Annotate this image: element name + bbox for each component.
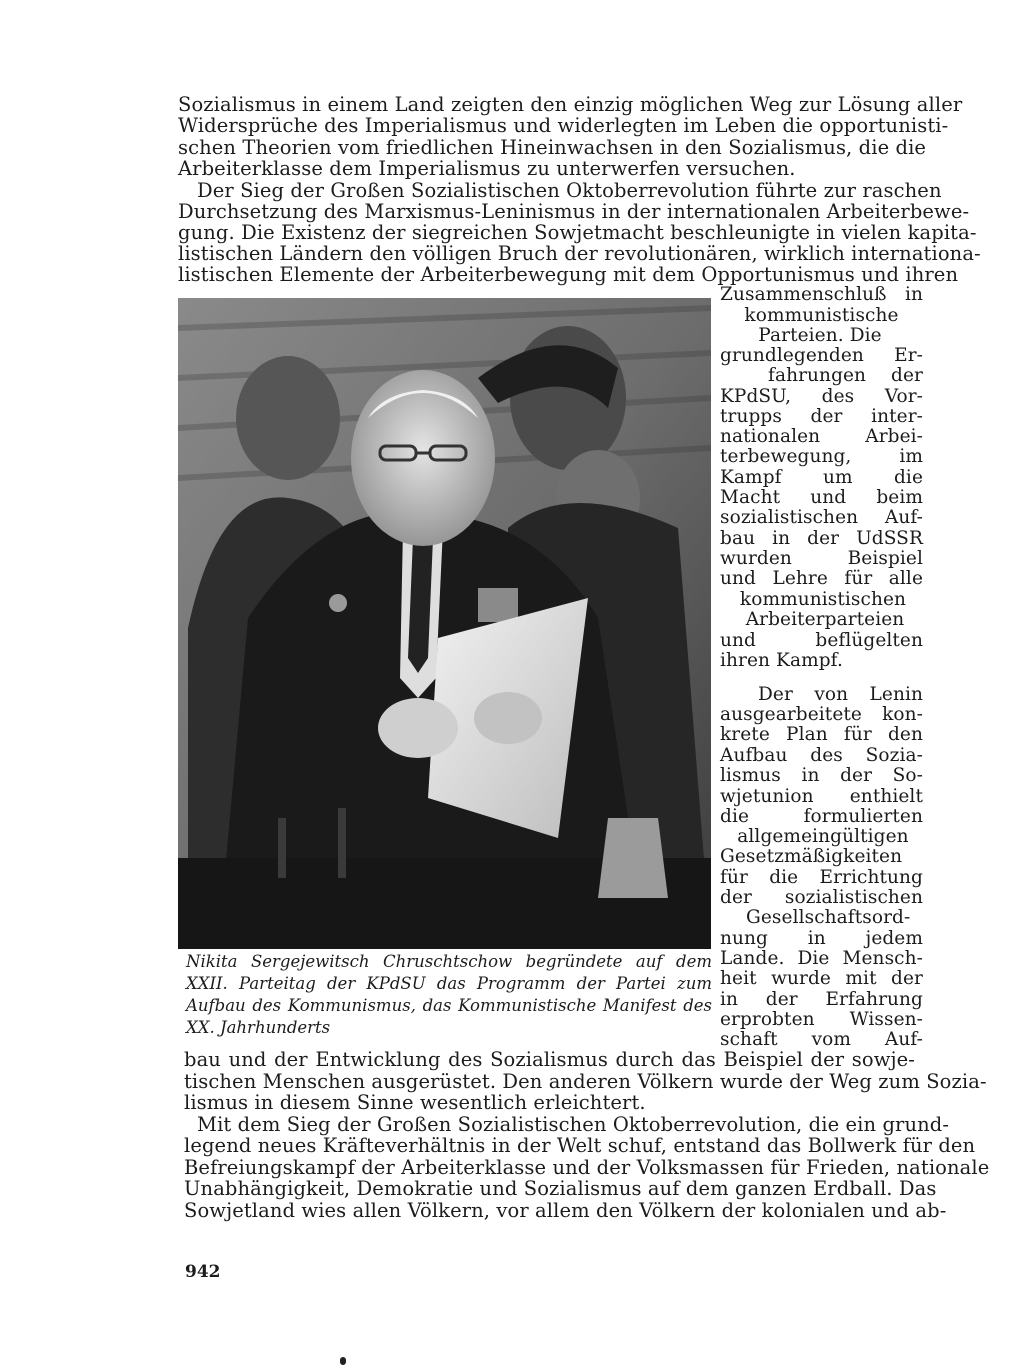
text-line: wjetunion enthielt: [720, 786, 923, 807]
text-line: ihren Kampf.: [720, 650, 843, 671]
text-line: heit wurde mit der: [720, 968, 923, 989]
text-line: kommunistische: [744, 305, 899, 326]
ink-mark: [340, 1357, 346, 1365]
text-line: sozialistischen Auf-: [720, 507, 923, 528]
text-line: Durchsetzung des Marxismus-Leninismus in der internationalen Arbeiterbewe-: [178, 200, 970, 223]
text-line: allgemeingültigen: [737, 826, 909, 847]
text-line: wurden Beispiel: [720, 548, 923, 569]
text-line: und Lehre für alle: [720, 568, 923, 589]
text-line: Sozialismus in einem Land zeigten den einzig möglichen Weg zur Lösung aller: [178, 93, 963, 116]
text-line: terbewegung, im: [720, 446, 923, 467]
text-line: Sowjetland wies allen Völkern, vor allem den Völkern der kolonialen und ab-: [184, 1199, 947, 1222]
caption-line: Nikita Sergejewitsch Chruschtschow begründete auf dem: [186, 952, 712, 971]
text-line: Parteien. Die: [758, 325, 882, 346]
photograph: [178, 298, 711, 949]
text-line: lismus in der So-: [720, 765, 923, 786]
text-line: Gesellschaftsord-: [746, 907, 911, 928]
text-line: KPdSU, des Vor-: [720, 386, 923, 407]
text-line: in der Erfahrung: [720, 989, 923, 1010]
text-line: krete Plan für den: [720, 724, 923, 745]
text-line: lismus in diesem Sinne wesentlich erleichtert.: [184, 1091, 646, 1114]
caption-line: XXII. Parteitag der KPdSU das Programm der Partei zum: [186, 974, 712, 993]
caption-line: XX. Jahrhunderts: [186, 1018, 331, 1037]
text-line: bau in der UdSSR: [720, 528, 923, 549]
text-line: trupps der inter-: [720, 406, 923, 427]
text-line: fahrungen der: [768, 365, 923, 386]
text-line: Macht und beim: [720, 487, 923, 508]
text-line: gung. Die Existenz der siegreichen Sowjetmacht beschleunigte in vielen kapita-: [178, 221, 977, 244]
caption-line: Aufbau des Kommunismus, das Kommunistische Manifest des: [186, 996, 712, 1015]
text-line: die formulierten: [720, 806, 923, 827]
text-line: Der von Lenin: [758, 684, 923, 705]
text-line: schen Theorien vom friedlichen Hineinwachsen in den Sozialismus, die die: [178, 136, 927, 159]
text-line: der sozialistischen: [720, 887, 923, 908]
text-line: Arbeiterklasse dem Imperialismus zu unterwerfen versuchen.: [178, 157, 796, 180]
text-line: ausgearbeitete kon-: [720, 704, 923, 725]
text-line: Widersprüche des Imperialismus und widerlegten im Leben die opportunisti-: [178, 114, 949, 137]
text-line: und beflügelten: [720, 630, 923, 651]
text-line: nationalen Arbei-: [720, 426, 923, 447]
text-line: listischen Elemente der Arbeiterbewegung mit dem Opportunismus und ihren: [178, 263, 959, 286]
text-line: Gesetzmäßigkeiten: [720, 846, 903, 867]
text-line: für die Errichtung: [720, 867, 923, 888]
text-line: legend neues Kräfteverhältnis in der Welt schuf, entstand das Bollwerk für den: [184, 1134, 976, 1157]
text-line: nung in jedem: [720, 928, 923, 949]
text-line: bau und der Entwicklung des Sozialismus durch das Beispiel der sowje-: [184, 1048, 915, 1071]
text-line: schaft vom Auf-: [720, 1029, 923, 1050]
text-line: Der Sieg der Großen Sozialistischen Oktoberrevolution führte zur raschen: [197, 179, 942, 202]
text-line: Befreiungskampf der Arbeiterklasse und der Volksmassen für Frieden, nationale: [184, 1156, 990, 1179]
text-line: erprobten Wissen-: [720, 1009, 923, 1030]
text-line: kommunistischen: [739, 589, 907, 610]
text-line: Lande. Die Mensch-: [720, 948, 923, 969]
text-line: listischen Ländern den völligen Bruch der revolutionären, wirklich internationa-: [178, 242, 981, 265]
text-line: Unabhängigkeit, Demokratie und Sozialismus auf dem ganzen Erdball. Das: [184, 1177, 937, 1200]
text-line: Kampf um die: [720, 467, 923, 488]
text-line: tischen Menschen ausgerüstet. Den anderen Völkern wurde der Weg zum Sozia-: [184, 1070, 987, 1093]
page-number: 942: [185, 1262, 221, 1282]
text-line: Zusammenschluß in: [720, 284, 923, 305]
photograph-illustration: [178, 298, 711, 949]
text-line: grundlegenden Er-: [720, 345, 923, 366]
text-line: Arbeiterparteien: [745, 609, 905, 630]
text-line: Aufbau des Sozia-: [720, 745, 923, 766]
text-line: Mit dem Sieg der Großen Sozialistischen Oktoberrevolution, die ein grund-: [197, 1113, 950, 1136]
